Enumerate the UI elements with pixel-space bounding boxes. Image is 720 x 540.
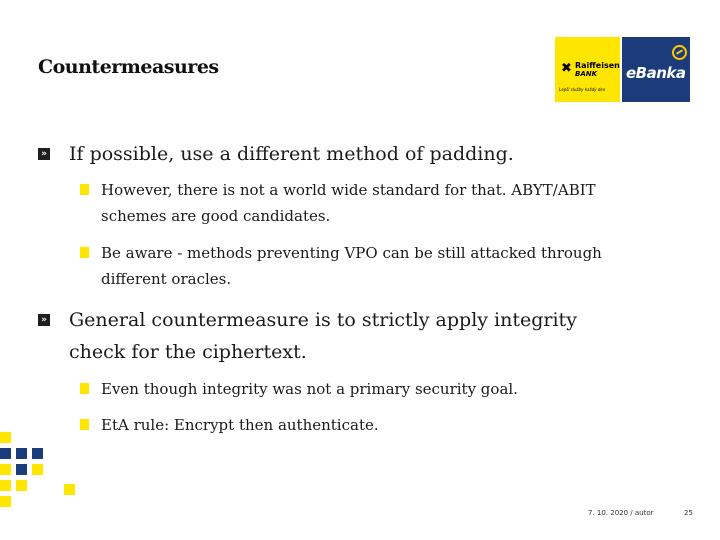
bullet-arrow-icon: » <box>38 148 50 160</box>
square-bullet-icon <box>80 247 89 258</box>
raiffeisen-name: Raiffeisen <box>575 61 620 70</box>
square-bullet-icon <box>80 184 89 195</box>
decor-square <box>16 480 27 491</box>
bullet-text: If possible, use a different method of padding. <box>69 143 514 165</box>
decor-square <box>0 496 11 507</box>
ebanka-logo <box>622 37 690 102</box>
square-bullet-icon <box>80 419 89 430</box>
sub-bullet-item <box>80 240 640 292</box>
sub-bullet-text: Even though integrity was not a primary security goal. <box>101 380 518 398</box>
sub-bullet-text: EtA rule: Encrypt then authenticate. <box>101 416 379 434</box>
square-bullet-icon <box>80 383 89 394</box>
page-number: 25 <box>684 509 693 517</box>
decor-square <box>0 432 11 443</box>
raiffeisen-bank-word: BANK <box>575 70 598 78</box>
bullet-item <box>38 138 618 170</box>
bullet-item <box>38 304 618 368</box>
sub-bullet-text: However, there is not a world wide standard for that. ABYT/ABIT schemes are good candidates. <box>101 181 596 225</box>
bank-logo <box>555 37 690 102</box>
decor-square <box>16 464 27 475</box>
decor-square <box>0 464 11 475</box>
slide-title: Countermeasures <box>38 56 219 78</box>
raiffeisen-logo <box>555 37 620 102</box>
sub-bullet-item <box>80 376 640 402</box>
decor-square <box>16 448 27 459</box>
sub-bullet-text: Be aware - methods preventing VPO can be still attacked through different oracles. <box>101 244 602 288</box>
decor-square <box>0 448 11 459</box>
footer-date-author: 7. 10. 2020 / autor <box>588 509 654 517</box>
sub-bullet-item <box>80 412 640 438</box>
sub-bullet-item <box>80 177 640 229</box>
decor-square <box>64 484 75 495</box>
bullet-text: General countermeasure is to strictly apply integrity check for the ciphertext. <box>69 309 577 363</box>
raiffeisen-tagline: Lepší služby každý den <box>559 87 606 92</box>
ebanka-emblem-icon <box>672 45 687 60</box>
decor-square <box>32 448 43 459</box>
raiffeisen-cross-icon: ✖ <box>561 61 572 76</box>
decor-square <box>32 464 43 475</box>
bullet-arrow-icon: » <box>38 314 50 326</box>
ebanka-name: eBanka <box>626 64 686 82</box>
decor-square <box>0 480 11 491</box>
